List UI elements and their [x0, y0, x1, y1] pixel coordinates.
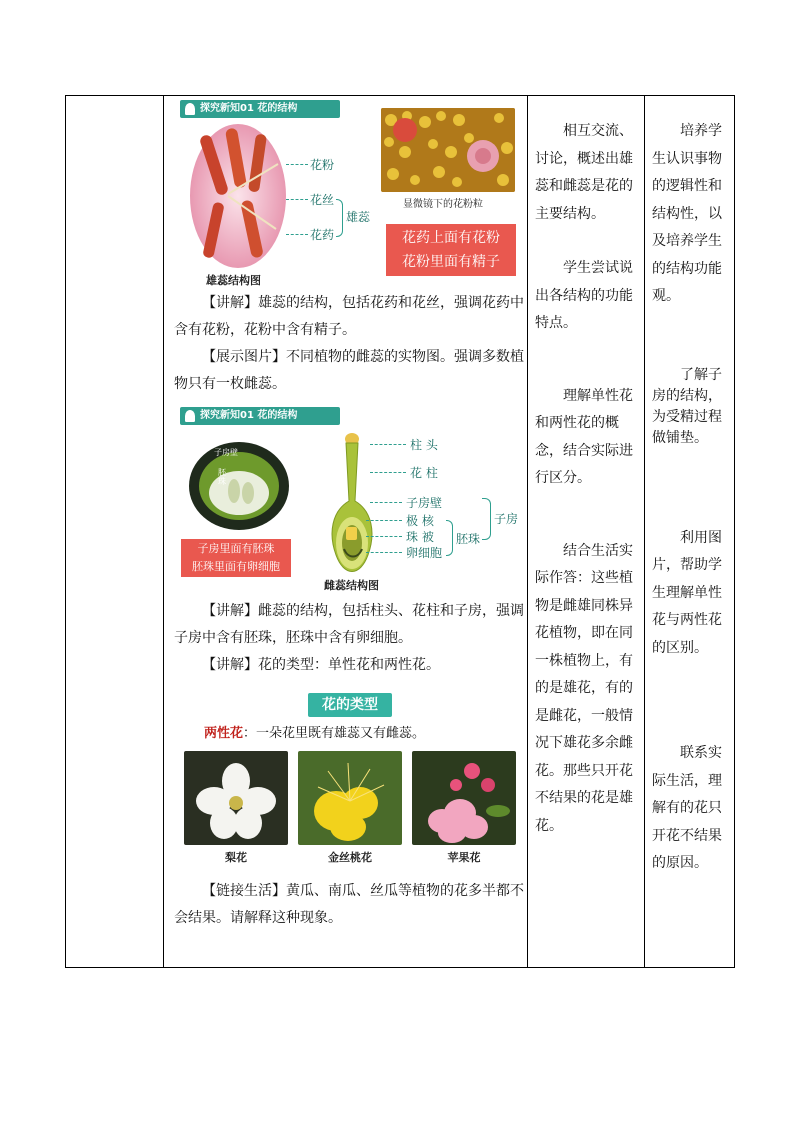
lesson-table: [65, 95, 735, 968]
photo-caption: 梨花: [225, 851, 247, 864]
diagram-caption: 雌蕊结构图: [324, 579, 379, 592]
intent-paragraph: 培养学生认识事物的逻辑性和结构性，以及培养学生的结构功能观。: [652, 123, 722, 304]
leader-line: [366, 520, 402, 521]
highlight-box: 花药上面有花粉 花粉里面有精子: [386, 224, 516, 276]
brace: [336, 199, 343, 237]
term: 两性花: [204, 726, 244, 741]
section-tag: [180, 100, 340, 118]
leader-line: [370, 502, 402, 503]
st-johns-wort-photo: [298, 751, 402, 845]
leader-line: [366, 552, 402, 553]
paragraph: 【讲解】雌蕊的结构，包括柱头、花柱和子房，强调子房中含有胚珠，胚珠中含有卵细胞。: [174, 603, 524, 646]
paragraph: 【讲解】花的类型：单性花和两性花。: [202, 657, 440, 673]
label-anther: 花药: [310, 228, 335, 242]
label-ovary: 子房: [494, 512, 519, 526]
activity-paragraph: 学生尝试说出各结构的功能特点。: [535, 260, 633, 331]
brace: [482, 498, 491, 540]
column-divider: [644, 96, 645, 967]
leader-line: [370, 472, 406, 473]
leader-line: [370, 444, 406, 445]
label-ovary-wall: 子房壁: [406, 496, 443, 510]
diagram-caption: 雄蕊结构图: [206, 274, 261, 287]
rocket-icon: [185, 410, 195, 422]
label-egg-cell: 卵细胞: [406, 546, 443, 560]
ovary-photo: [188, 441, 290, 531]
paragraph: 【链接生活】黄瓜、南瓜、丝瓜等植物的花多半都不会结果。请解释这种现象。: [174, 883, 524, 926]
apple-blossom-photo: [412, 751, 516, 845]
leader-line: [286, 164, 308, 165]
photo-caption: 金丝桃花: [328, 851, 372, 864]
paragraph: 【展示图片】不同植物的雌蕊的实物图。强调多数植物只有一枚雌蕊。: [174, 349, 524, 392]
paragraph: 【讲解】雄蕊的结构，包括花药和花丝，强调花药中含有花粉，花粉中含有精子。: [174, 295, 524, 338]
label-ovule: 胚珠: [456, 532, 481, 546]
label-pollen: 花粉: [310, 158, 335, 172]
photo-caption: 苹果花: [447, 851, 481, 864]
leader-line: [286, 199, 308, 200]
leader-line: [286, 234, 308, 235]
label-ovary-wall: 子房壁: [214, 448, 238, 457]
column-divider: [163, 96, 164, 967]
activity-paragraph: 相互交流、讨论，概述出雄蕊和雌蕊是花的主要结构。: [535, 123, 633, 222]
activity-paragraph: 结合生活实际作答：这些植物是雌雄同株异花植物，即在同一株植物上，有的是雄花，有的是雌花，一般情况下雄花多余雌花。那些只开花不结果的花是雄花。: [535, 542, 633, 834]
definition-line: [204, 722, 425, 741]
intent-paragraph: 利用图片，帮助学生理解单性花与两性花的区别。: [652, 529, 722, 656]
pistil-diagram: [324, 431, 380, 581]
label-style: 花 柱: [410, 466, 438, 480]
intent-paragraph: 了解子房的结构，为受精过程做铺垫。: [652, 366, 722, 446]
activity-paragraph: 理解单性花和两性花的概念，结合实际进行区分。: [535, 387, 633, 486]
stamen-diagram: [188, 124, 288, 269]
column-divider: [527, 96, 528, 967]
brace: [446, 520, 453, 556]
leader-line: [366, 536, 402, 537]
section-tag: [180, 407, 340, 425]
pollen-micrograph: [381, 108, 515, 192]
highlight-box: 子房里面有胚珠 胚珠里面有卵细胞: [181, 539, 291, 577]
section-tag-label: 探究新知01 花的结构: [200, 410, 298, 421]
label-stamen: 雄蕊: [346, 210, 371, 224]
section-tag-label: 探究新知01 花的结构: [200, 103, 298, 114]
pear-flower-photo: [184, 751, 288, 845]
label-ovule: 胚珠: [218, 468, 226, 486]
photo-caption: 显微镜下的花粉粒: [403, 199, 483, 210]
label-integument: 珠 被: [406, 530, 434, 544]
flower-types-title: 花的类型: [308, 693, 392, 717]
intent-paragraph: 联系实际生活，理解有的花只开花不结果的原因。: [652, 745, 722, 871]
design-intent-cell: [652, 118, 732, 878]
definition: ：一朵花里既有雄蕊又有雌蕊。: [243, 726, 426, 741]
label-filament: 花丝: [310, 193, 335, 207]
rocket-icon: [185, 103, 195, 115]
label-polar-nuclei: 极 核: [406, 514, 434, 528]
label-stigma: 柱 头: [410, 438, 438, 452]
student-activity-cell: [535, 118, 640, 840]
